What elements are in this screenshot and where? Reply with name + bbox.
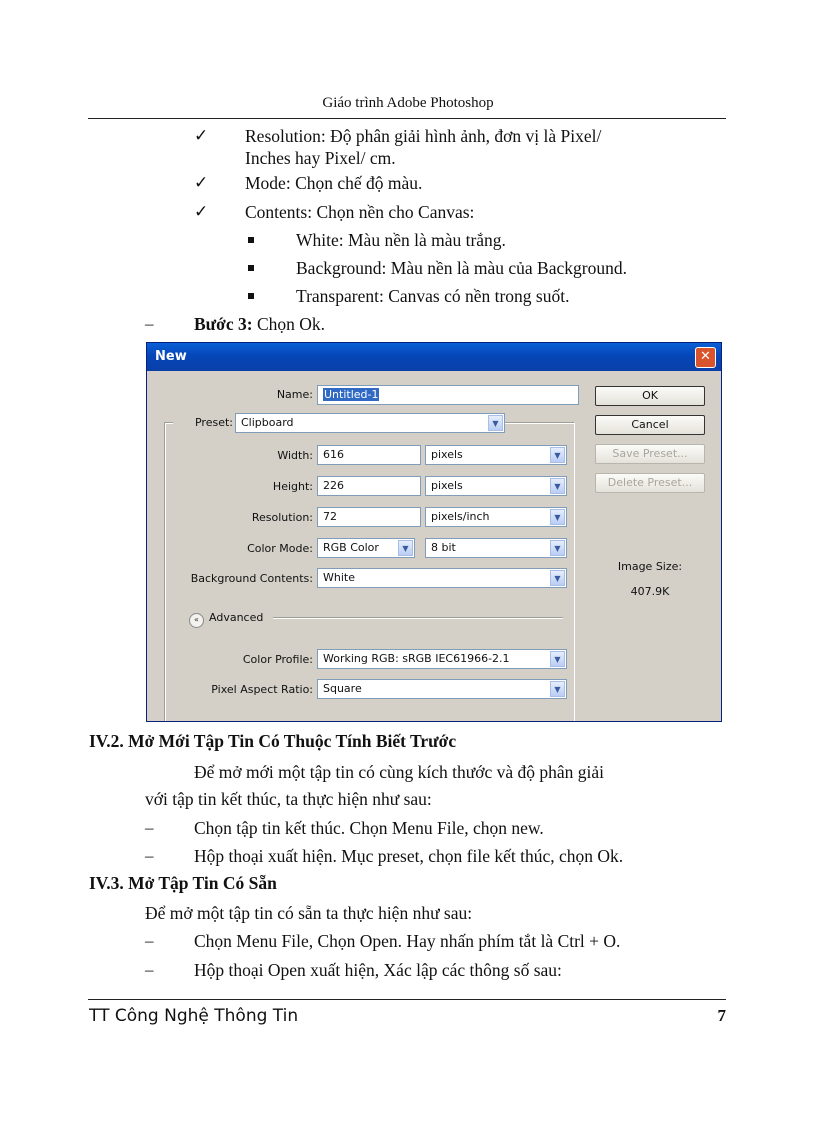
ok-button[interactable]: OK xyxy=(595,386,705,406)
cancel-button[interactable]: Cancel xyxy=(595,415,705,435)
footer-rule xyxy=(88,999,726,1000)
color-profile-label: Color Profile: xyxy=(242,653,313,666)
new-dialog xyxy=(146,342,722,722)
chevron-down-icon: ▼ xyxy=(488,415,503,431)
width-unit-value: pixels xyxy=(431,448,463,461)
chevron-down-icon: ▼ xyxy=(550,651,565,667)
width-label: Width: xyxy=(277,449,313,462)
chevron-down-icon: ▼ xyxy=(550,478,565,494)
resolution-input[interactable]: 72 xyxy=(317,507,421,527)
close-button[interactable]: ✕ xyxy=(695,347,716,368)
chevron-down-icon: ▼ xyxy=(550,681,565,697)
checklist-item-mode: Mode: Chọn chế độ màu. xyxy=(245,173,423,193)
square-bullet-icon xyxy=(248,265,254,271)
advanced-label[interactable]: Advanced xyxy=(209,611,264,624)
checklist-item-contents: Contents: Chọn nền cho Canvas: xyxy=(245,202,475,222)
pixel-aspect-ratio-label: Pixel Aspect Ratio: xyxy=(211,683,313,696)
step-3-text: Chọn Ok. xyxy=(252,314,326,334)
color-mode-select[interactable] xyxy=(317,538,415,558)
section-iv2-item-2: Hộp thoại xuất hiện. Mục preset, chọn file kết thúc, chọn Ok. xyxy=(194,846,624,866)
check-icon: ✓ xyxy=(194,173,209,192)
section-iv3-item-1: Chọn Menu File, Chọn Open. Hay nhấn phím tắt là Ctrl + O. xyxy=(194,931,621,951)
dash-bullet-icon: – xyxy=(145,846,154,865)
resolution-unit-select[interactable] xyxy=(425,507,567,527)
height-label: Height: xyxy=(272,480,313,493)
section-iv3-heading: IV.3. Mở Tập Tin Có Sẵn xyxy=(89,873,277,893)
image-size-value: 407.9K xyxy=(630,585,670,598)
chevron-down-icon: ▼ xyxy=(550,540,565,556)
subbullet-white: White: Màu nền là màu trắng. xyxy=(296,230,506,250)
dialog-title: New xyxy=(155,349,187,364)
dash-bullet-icon: – xyxy=(145,931,154,950)
dash-bullet-icon: – xyxy=(145,818,154,837)
checklist-item-resolution-line2: Inches hay Pixel/ cm. xyxy=(245,148,396,168)
section-iv2-heading: IV.2. Mở Mới Tập Tin Có Thuộc Tính Biết Trước xyxy=(89,731,457,751)
color-profile-value: Working RGB: sRGB IEC61966-2.1 xyxy=(323,652,510,665)
step-3-label: Bước 3: xyxy=(194,314,253,334)
background-contents-select[interactable] xyxy=(317,568,567,588)
preset-label: Preset: xyxy=(173,416,235,429)
dash-bullet-icon: – xyxy=(145,960,154,979)
check-icon: ✓ xyxy=(194,126,209,145)
save-preset-button[interactable]: Save Preset... xyxy=(595,444,705,464)
section-iv3-paragraph: Để mở một tập tin có sẵn ta thực hiện như sau: xyxy=(145,903,473,923)
chevron-down-icon: ▼ xyxy=(550,570,565,586)
width-input[interactable]: 616 xyxy=(317,445,421,465)
name-input[interactable] xyxy=(317,385,579,405)
subbullet-transparent: Transparent: Canvas có nền trong suốt. xyxy=(296,286,570,306)
height-unit-value: pixels xyxy=(431,479,463,492)
delete-preset-button[interactable]: Delete Preset... xyxy=(595,473,705,493)
check-icon: ✓ xyxy=(194,202,209,221)
preset-value: Clipboard xyxy=(241,416,294,429)
section-iv2-paragraph-line2: với tập tin kết thúc, ta thực hiện như sau: xyxy=(145,789,432,809)
height-unit-select[interactable] xyxy=(425,476,567,496)
bit-depth-value: 8 bit xyxy=(431,541,456,554)
height-input[interactable]: 226 xyxy=(317,476,421,496)
header-rule xyxy=(88,118,726,119)
section-iv3-item-2: Hộp thoại Open xuất hiện, Xác lập các thông số sau: xyxy=(194,960,562,980)
dialog-titlebar[interactable] xyxy=(147,343,721,371)
name-input-value: Untitled-1 xyxy=(324,388,379,401)
resolution-unit-value: pixels/inch xyxy=(431,510,490,523)
color-mode-label: Color Mode: xyxy=(247,542,313,555)
dash-bullet-icon: – xyxy=(145,314,154,333)
advanced-divider xyxy=(273,617,563,619)
pixel-aspect-ratio-value: Square xyxy=(323,682,362,695)
footer-left: TT Công Nghệ Thông Tin xyxy=(89,1006,299,1026)
running-header: Giáo trình Adobe Photoshop xyxy=(322,95,494,111)
chevron-down-icon: ▼ xyxy=(550,447,565,463)
color-mode-value: RGB Color xyxy=(323,541,379,554)
preset-select[interactable] xyxy=(235,413,505,433)
subbullet-background: Background: Màu nền là màu của Background. xyxy=(296,258,627,278)
name-label: Name: xyxy=(276,388,313,401)
chevron-down-icon: ▼ xyxy=(550,509,565,525)
square-bullet-icon xyxy=(248,293,254,299)
advanced-toggle-icon[interactable]: « xyxy=(189,613,204,628)
section-iv2-paragraph-line1: Để mở mới một tập tin có cùng kích thước và độ phân giải xyxy=(194,762,605,782)
checklist-item-resolution-line1: Resolution: Độ phân giải hình ảnh, đơn vị là Pixel/ xyxy=(245,126,602,146)
background-contents-label: Background Contents: xyxy=(190,572,313,585)
image-size-label: Image Size: xyxy=(617,560,683,573)
chevron-down-icon: ▼ xyxy=(398,540,413,556)
section-iv2-item-1: Chọn tập tin kết thúc. Chọn Menu File, chọn new. xyxy=(194,818,544,838)
background-contents-value: White xyxy=(323,571,355,584)
color-profile-select[interactable] xyxy=(317,649,567,669)
square-bullet-icon xyxy=(248,237,254,243)
pixel-aspect-ratio-select[interactable] xyxy=(317,679,567,699)
bit-depth-select[interactable] xyxy=(425,538,567,558)
step-3 xyxy=(194,313,325,335)
page-number: 7 xyxy=(717,1006,726,1025)
resolution-label: Resolution: xyxy=(251,511,313,524)
width-unit-select[interactable] xyxy=(425,445,567,465)
